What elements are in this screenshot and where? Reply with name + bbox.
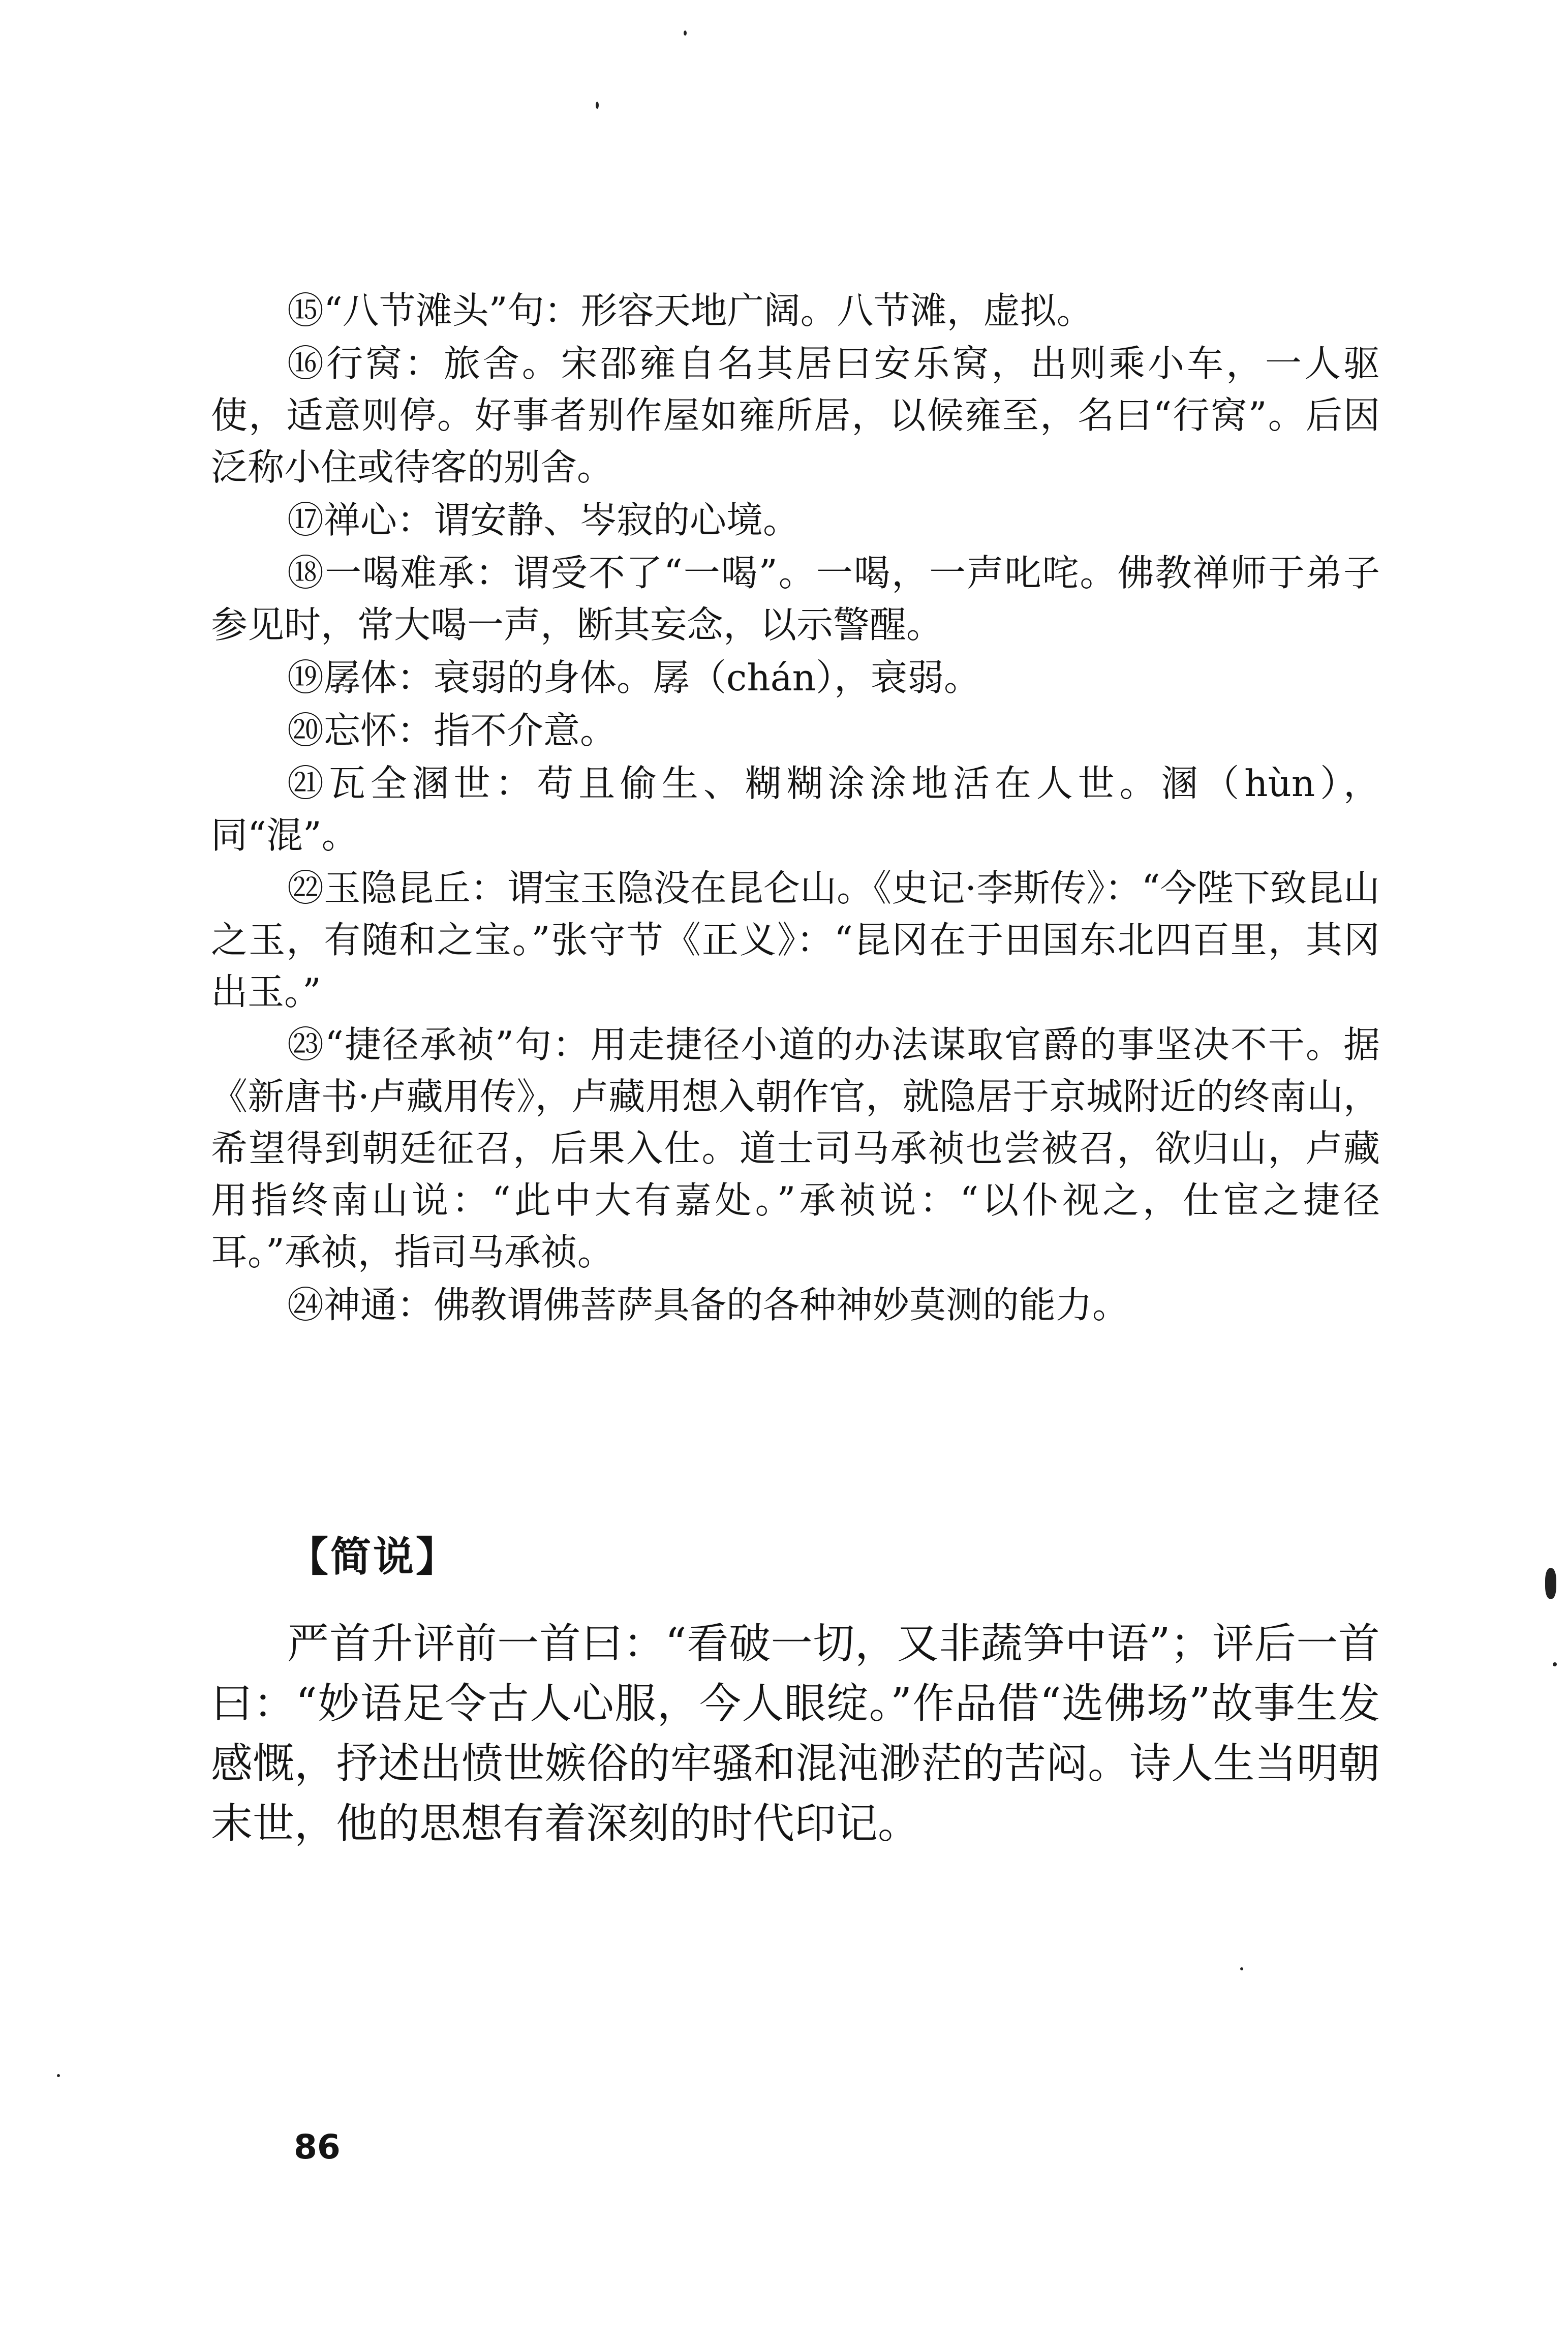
section-heading: 【简说】 bbox=[288, 1533, 458, 1580]
note-19: ⑲孱体：衰弱的身体。孱（chán），衰弱。 bbox=[287, 656, 980, 699]
note-line: 称小住或待客的别舍。 bbox=[248, 446, 614, 489]
note-18 bbox=[211, 547, 1380, 651]
note-line: 南山，希望得到朝廷征召，后果入仕。道士司马承祯也尝被召，欲归山， bbox=[211, 1075, 1380, 1170]
note-line: “混”。 bbox=[248, 814, 358, 857]
note-line: ⑯行窝：旅舍。宋邵雍自名其居曰安乐窝，出则乘小车，一人驱使， bbox=[211, 342, 1380, 437]
scan-speck bbox=[684, 31, 687, 36]
note-line: 子参见时，常大喝一声，断其妄念，以示警醒。 bbox=[211, 552, 1380, 646]
summary-paragraph bbox=[211, 1614, 1380, 1854]
footnotes bbox=[211, 285, 1380, 1332]
note-22 bbox=[211, 862, 1380, 1018]
note-15: ⑮“八节滩头”句：形容天地广阔。八节滩，虚拟。 bbox=[287, 289, 1093, 332]
summary-section bbox=[211, 1614, 1380, 1855]
note-line: ㉑瓦全溷世：苟且偷生、糊糊涂涂地活在人世。溷（hùn），同 bbox=[211, 762, 1380, 857]
note-line: 适意则停。好事者别作屋如雍所居，以候雍至，名曰“行窝”。后因泛 bbox=[211, 394, 1380, 489]
note-line: ㉒玉隐昆丘：谓宝玉隐没在昆仑山。《史记·李斯传》：“今陛下 bbox=[287, 867, 1270, 909]
scan-speck bbox=[1240, 1967, 1243, 1970]
scan-speck bbox=[1545, 1568, 1556, 1599]
note-23 bbox=[211, 1019, 1380, 1278]
scan-speck bbox=[57, 2074, 60, 2077]
note-line: 卢藏用指终南山说：“此中大有嘉处。”承祯说：“以仆视之，仕宦之 bbox=[211, 1127, 1380, 1222]
note-17: ⑰禅心：谓安静、岑寂的心境。 bbox=[287, 499, 800, 541]
note-line: ㉓“捷径承祯”句：用走捷径小道的办法谋取官爵的事坚决不干。 bbox=[287, 1023, 1343, 1066]
note-16 bbox=[211, 338, 1380, 493]
scan-speck bbox=[596, 102, 599, 109]
note-line: 百里，其冈出玉。” bbox=[211, 919, 1380, 1013]
summary-line: 一首曰：“妙语足令古人心服，今人眼绽。”作品借“选佛场” bbox=[211, 1620, 1380, 1728]
note-line: 据《新唐书·卢藏用传》，卢藏用想入朝作官，就隐居于京城附近的终 bbox=[211, 1023, 1380, 1118]
note-20: ⑳忘怀：指不介意。 bbox=[287, 709, 617, 752]
summary-line: 人生当明朝末世，他的思想有着深刻的时代印记。 bbox=[211, 1740, 1380, 1848]
summary-line: 故事生发感慨，抒述出愤世嫉俗的牢骚和混沌渺茫的苦闷。诗 bbox=[211, 1680, 1380, 1788]
note-line: 捷径耳。”承祯，指司马承祯。 bbox=[211, 1179, 1380, 1273]
scan-speck bbox=[1553, 1662, 1557, 1666]
note-line: ⑱一喝难承：谓受不了“一喝”。一喝，一声叱咤。佛教禅师于弟 bbox=[287, 552, 1343, 594]
summary-line: 严首升评前一首曰：“看破一切，又非蔬笋中语”；评后 bbox=[287, 1620, 1297, 1668]
note-line: 致昆山之玉，有随和之宝。”张守节《正义》：“昆冈在于田国东北四 bbox=[211, 867, 1380, 961]
note-21 bbox=[211, 757, 1380, 861]
note-24: ㉔神通：佛教谓佛菩萨具备的各种神妙莫测的能力。 bbox=[287, 1284, 1129, 1326]
page-number: 86 bbox=[294, 2127, 341, 2167]
